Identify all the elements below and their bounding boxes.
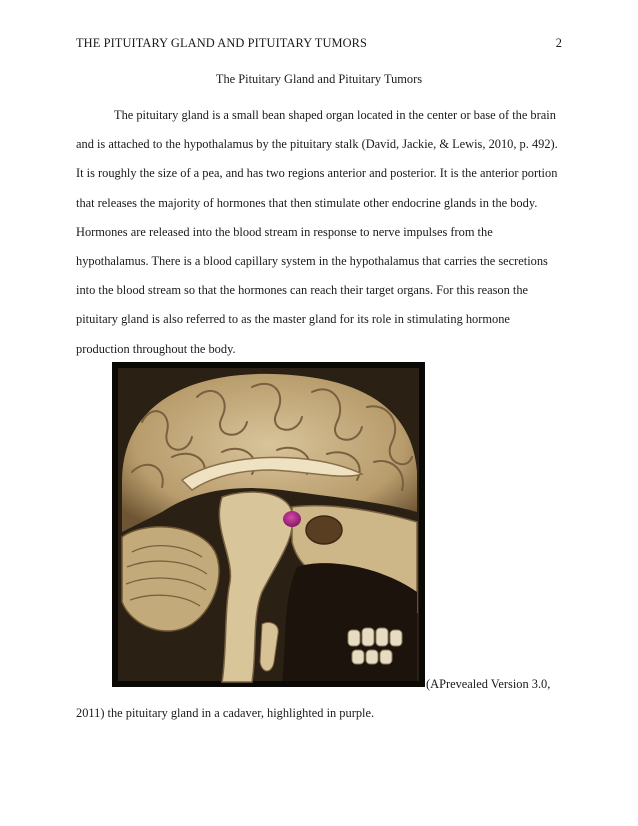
paragraph-line: It is roughly the size of a pea, and has two regions anterior and posterior. It is the anterior portion: [76, 166, 558, 181]
document-title: The Pituitary Gland and Pituitary Tumors: [215, 72, 423, 86]
brain-sagittal-illustration: [112, 362, 425, 687]
paragraph-line: Hormones are released into the blood stream in response to nerve impulses from the: [76, 224, 493, 239]
paragraph-line: The pituitary gland is a small bean shaped organ located in the center or base of the brain: [114, 108, 556, 122]
page-number: 2: [555, 36, 562, 50]
pituitary-gland-highlight: [283, 511, 301, 527]
paragraph-line: pituitary gland is also referred to as the master gland for its role in stimulating hormone: [76, 312, 510, 327]
paragraph-line: and is attached to the hypothalamus by the pituitary stalk (David, Jackie, & Lewis, 2010, p. 492).: [76, 137, 558, 152]
paragraph-line: production throughout the body.: [76, 341, 236, 356]
figure-source-citation: (APrevealed Version 3.0,: [426, 677, 551, 691]
paragraph-line: into the blood stream so that the hormones can reach their target organs. For this reason the: [76, 283, 529, 298]
paragraph-line: hypothalamus. There is a blood capillary system in the hypothalamus that carries the secretions: [76, 254, 548, 269]
figure-caption: 2011) the pituitary gland in a cadaver, highlighted in purple.: [76, 706, 375, 720]
body-paragraph: [76, 101, 576, 364]
oral-cavity: [282, 563, 417, 681]
paragraph-line: that releases the majority of hormones that then stimulate other endocrine glands in the body.: [76, 195, 538, 210]
cadaver-brain-image: [112, 362, 425, 687]
running-head: THE PITUITARY GLAND AND PITUITARY TUMORS: [76, 36, 368, 50]
sphenoid-sinus: [306, 516, 342, 544]
